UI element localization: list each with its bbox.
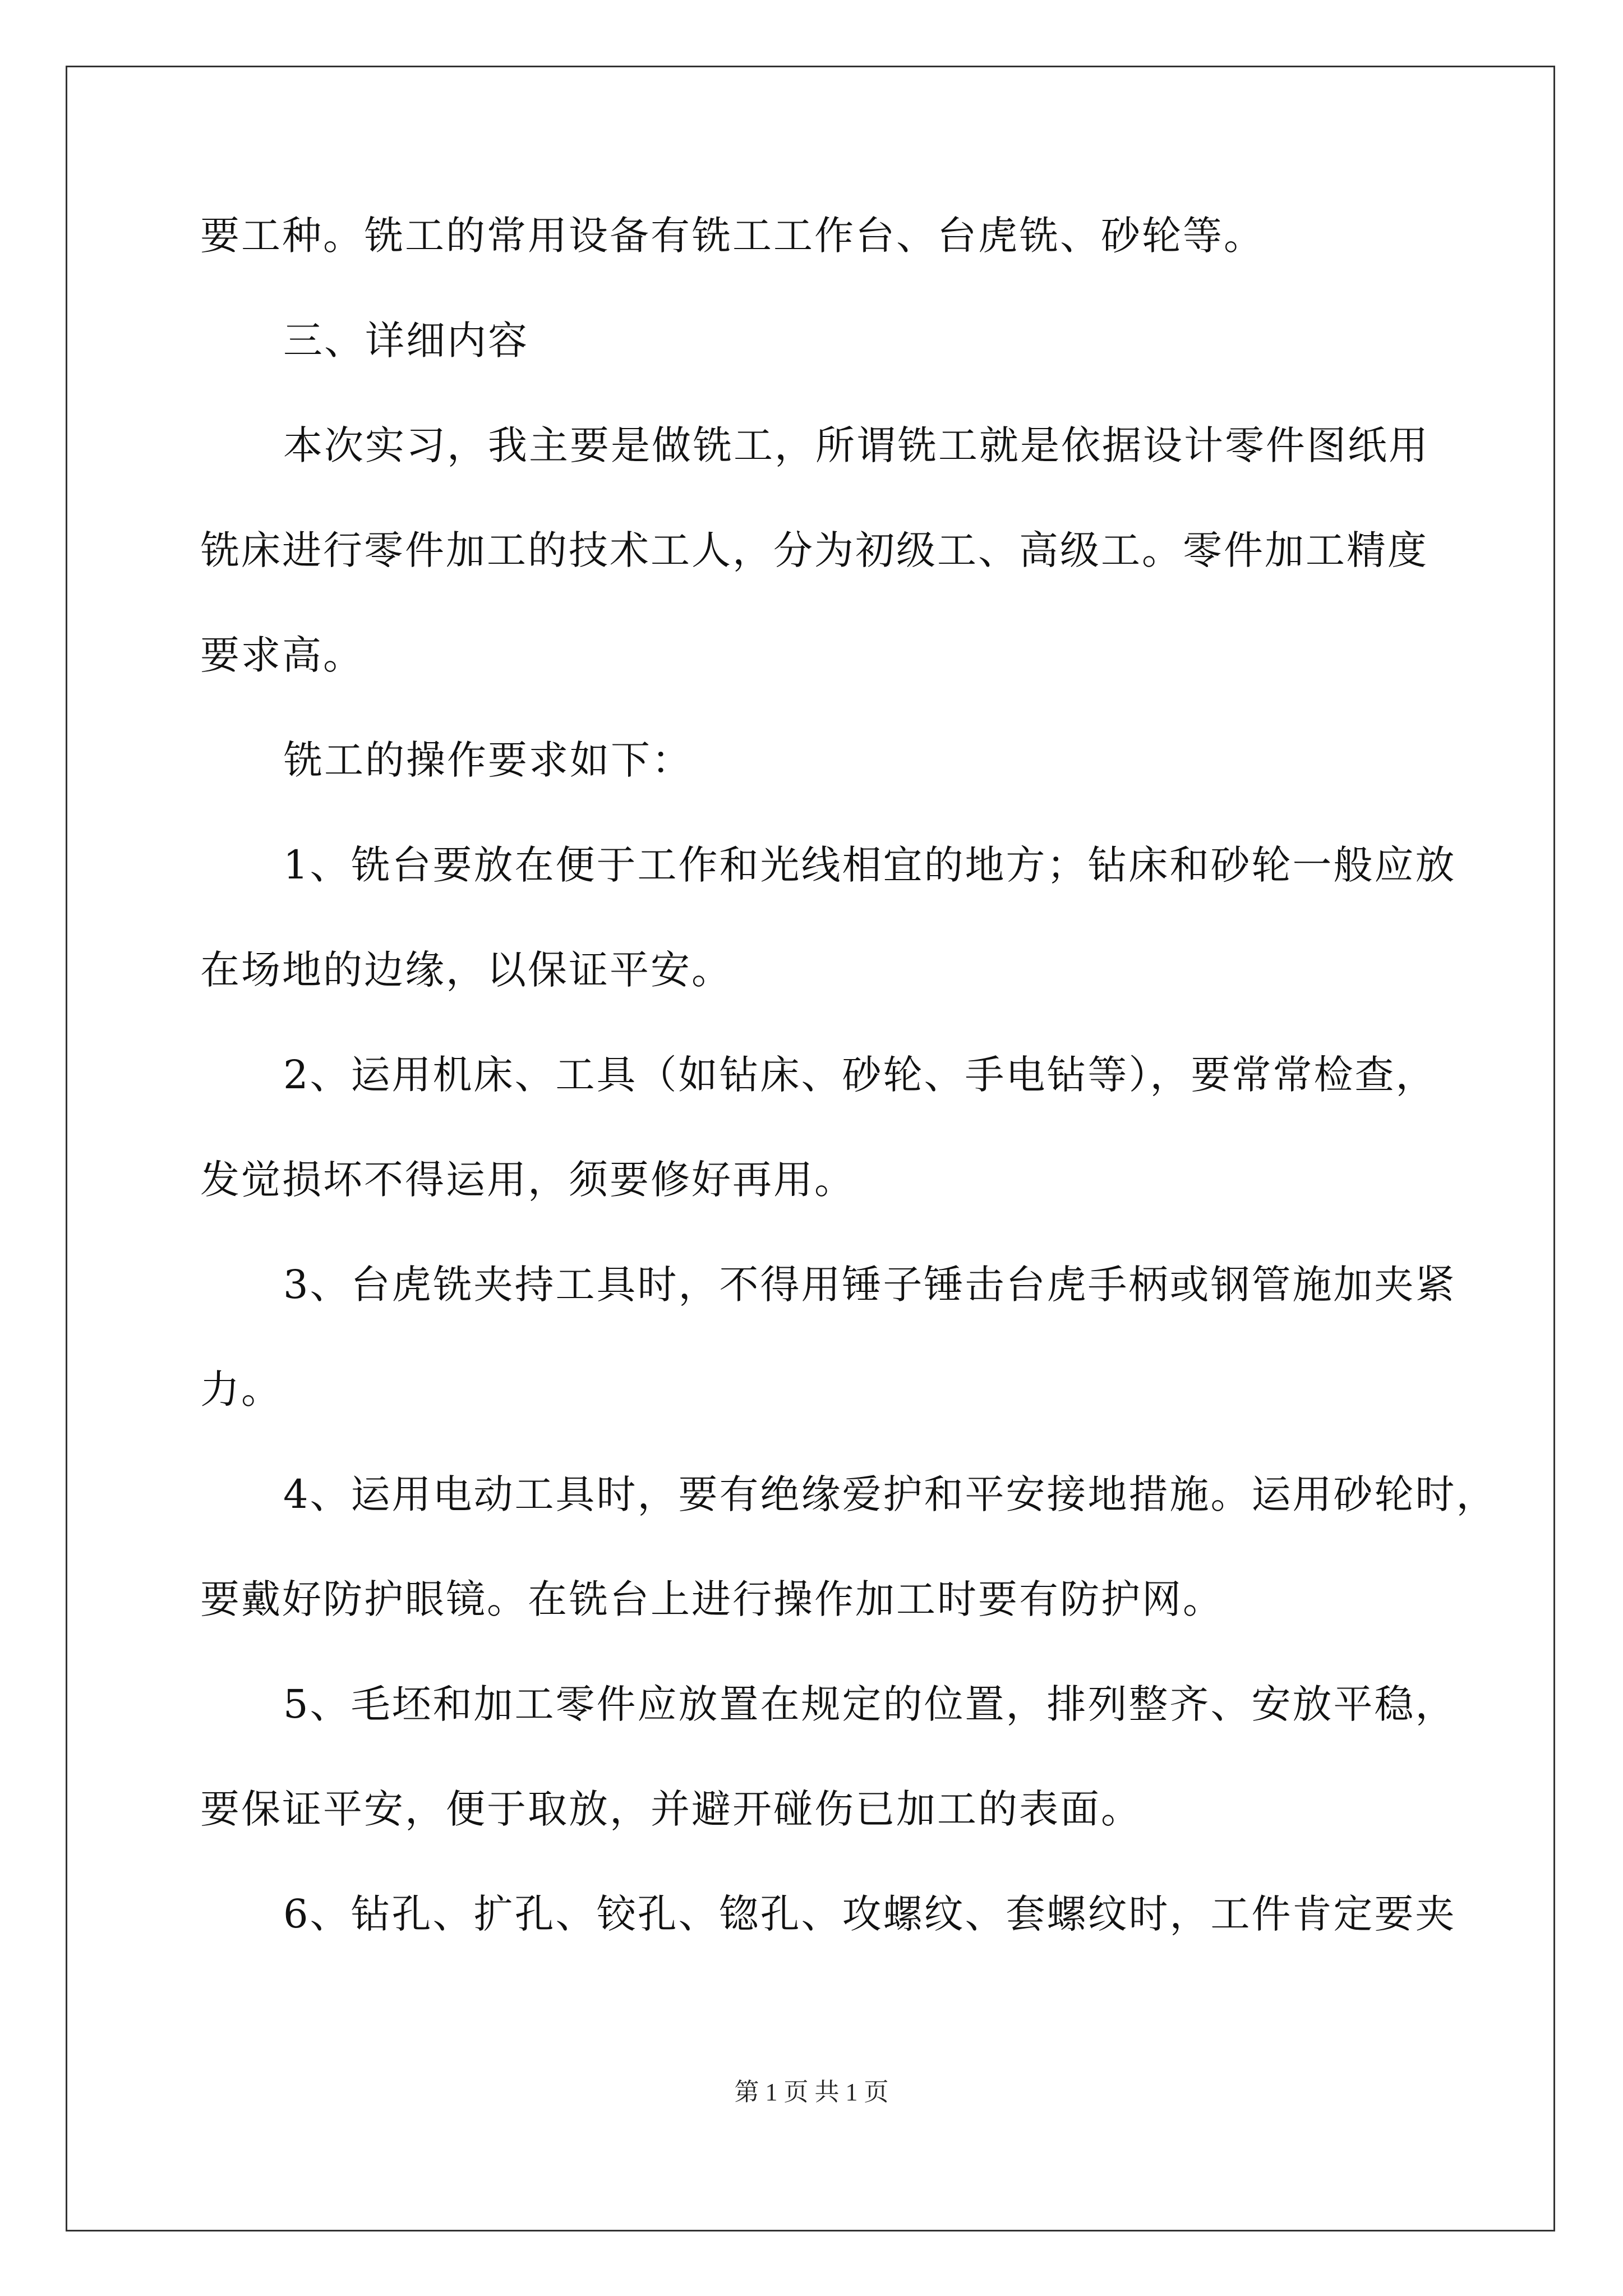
list-item-line: 1、铣台要放在便于工作和光线相宜的地方；钻床和砂轮一般应放 bbox=[283, 842, 1456, 888]
list-item-line: 要保证平安，便于取放，并避开碰伤已加工的表面。 bbox=[200, 1786, 1142, 1832]
list-item-line: 2、运用机床、工具（如钻床、砂轮、手电钻等），要常常检查， bbox=[283, 1052, 1437, 1098]
paragraph-line: 要求高。 bbox=[200, 632, 364, 678]
paragraph-line: 铣工的操作要求如下： bbox=[283, 737, 693, 783]
section-heading: 三、详细内容 bbox=[283, 318, 529, 364]
page-number-footer: 第 1 页 共 1 页 bbox=[734, 2078, 889, 2106]
list-item-line: 发觉损坏不得运用，须要修好再用。 bbox=[200, 1157, 855, 1203]
paragraph-line: 铣床进行零件加工的技术工人，分为初级工、高级工。零件加工精度 bbox=[200, 527, 1428, 573]
list-item-line: 6、钻孔、扩孔、铰孔、锪孔、攻螺纹、套螺纹时，工件肯定要夹 bbox=[283, 1891, 1456, 1937]
paragraph-line: 本次实习，我主要是做铣工，所谓铣工就是依据设计零件图纸用 bbox=[283, 422, 1430, 468]
list-item-line: 在场地的边缘，以保证平安。 bbox=[200, 947, 732, 993]
list-item-line: 5、毛坯和加工零件应放置在规定的位置，排列整齐、安放平稳， bbox=[283, 1681, 1456, 1727]
list-item-line: 3、台虎铣夹持工具时，不得用锤子锤击台虎手柄或钢管施加夹紧 bbox=[283, 1262, 1456, 1308]
text-line: 要工种。铣工的常用设备有铣工工作台、台虎铣、砂轮等。 bbox=[200, 213, 1265, 259]
list-item-line: 要戴好防护眼镜。在铣台上进行操作加工时要有防护网。 bbox=[200, 1576, 1224, 1622]
list-item-line: 4、运用电动工具时，要有绝缘爱护和平安接地措施。运用砂轮时， bbox=[283, 1471, 1497, 1517]
list-item-line: 力。 bbox=[200, 1366, 282, 1412]
